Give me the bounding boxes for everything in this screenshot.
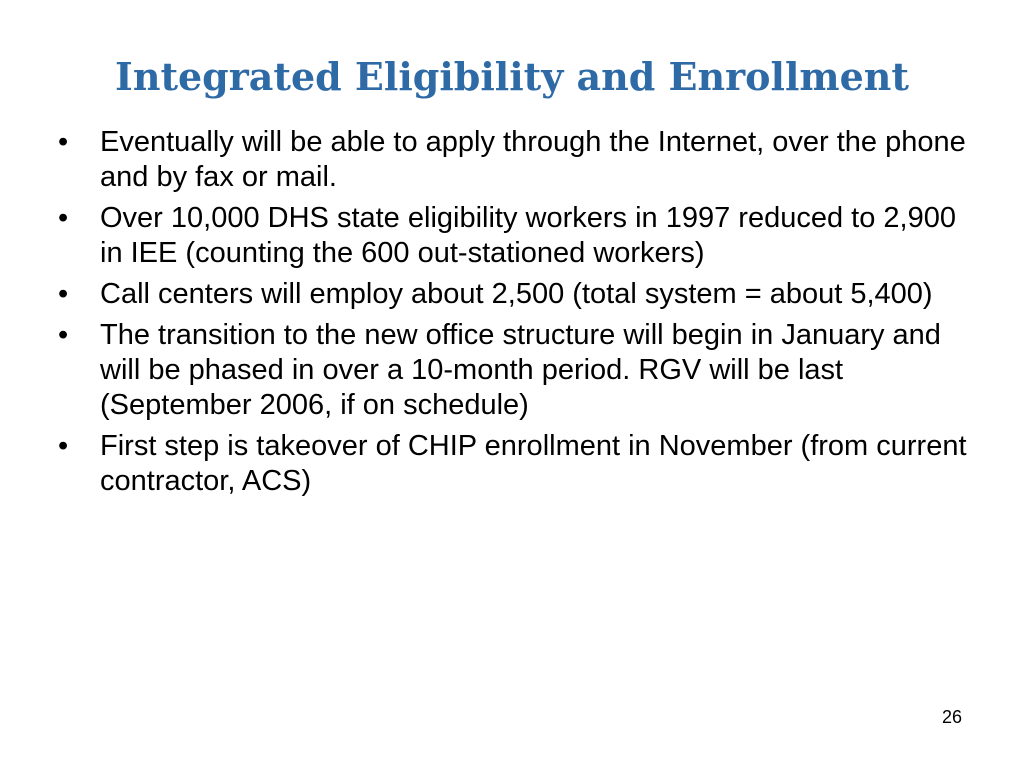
bullet-item bbox=[56, 429, 976, 499]
slide-title: Integrated Eligibility and Enrollment bbox=[115, 54, 909, 99]
bullet-item bbox=[56, 125, 976, 195]
bullet-text: The transition to the new office structure will begin in January and will be phased in over a 10-month period. RGV will be last (September 2006, if on schedule) bbox=[100, 319, 941, 421]
bullet-text: Over 10,000 DHS state eligibility workers in 1997 reduced to 2,900 in IEE (counting the 600 out-stationed workers) bbox=[100, 202, 956, 269]
bullet-icon: • bbox=[58, 126, 69, 158]
bullet-item bbox=[56, 201, 976, 271]
bullet-text: Eventually will be able to apply through the Internet, over the phone and by fax or mail. bbox=[100, 126, 966, 193]
bullet-item bbox=[56, 318, 976, 423]
bullet-icon: • bbox=[58, 430, 69, 462]
bullet-list bbox=[56, 125, 976, 505]
bullet-icon: • bbox=[58, 202, 69, 234]
slide-number: 26 bbox=[941, 707, 962, 727]
bullet-text: First step is takeover of CHIP enrollment in November (from current contractor, ACS) bbox=[100, 430, 967, 497]
bullet-icon: • bbox=[58, 278, 69, 310]
bullet-text: Call centers will employ about 2,500 (total system = about 5,400) bbox=[100, 278, 933, 310]
bullet-icon: • bbox=[58, 319, 69, 351]
bullet-item bbox=[56, 277, 976, 312]
